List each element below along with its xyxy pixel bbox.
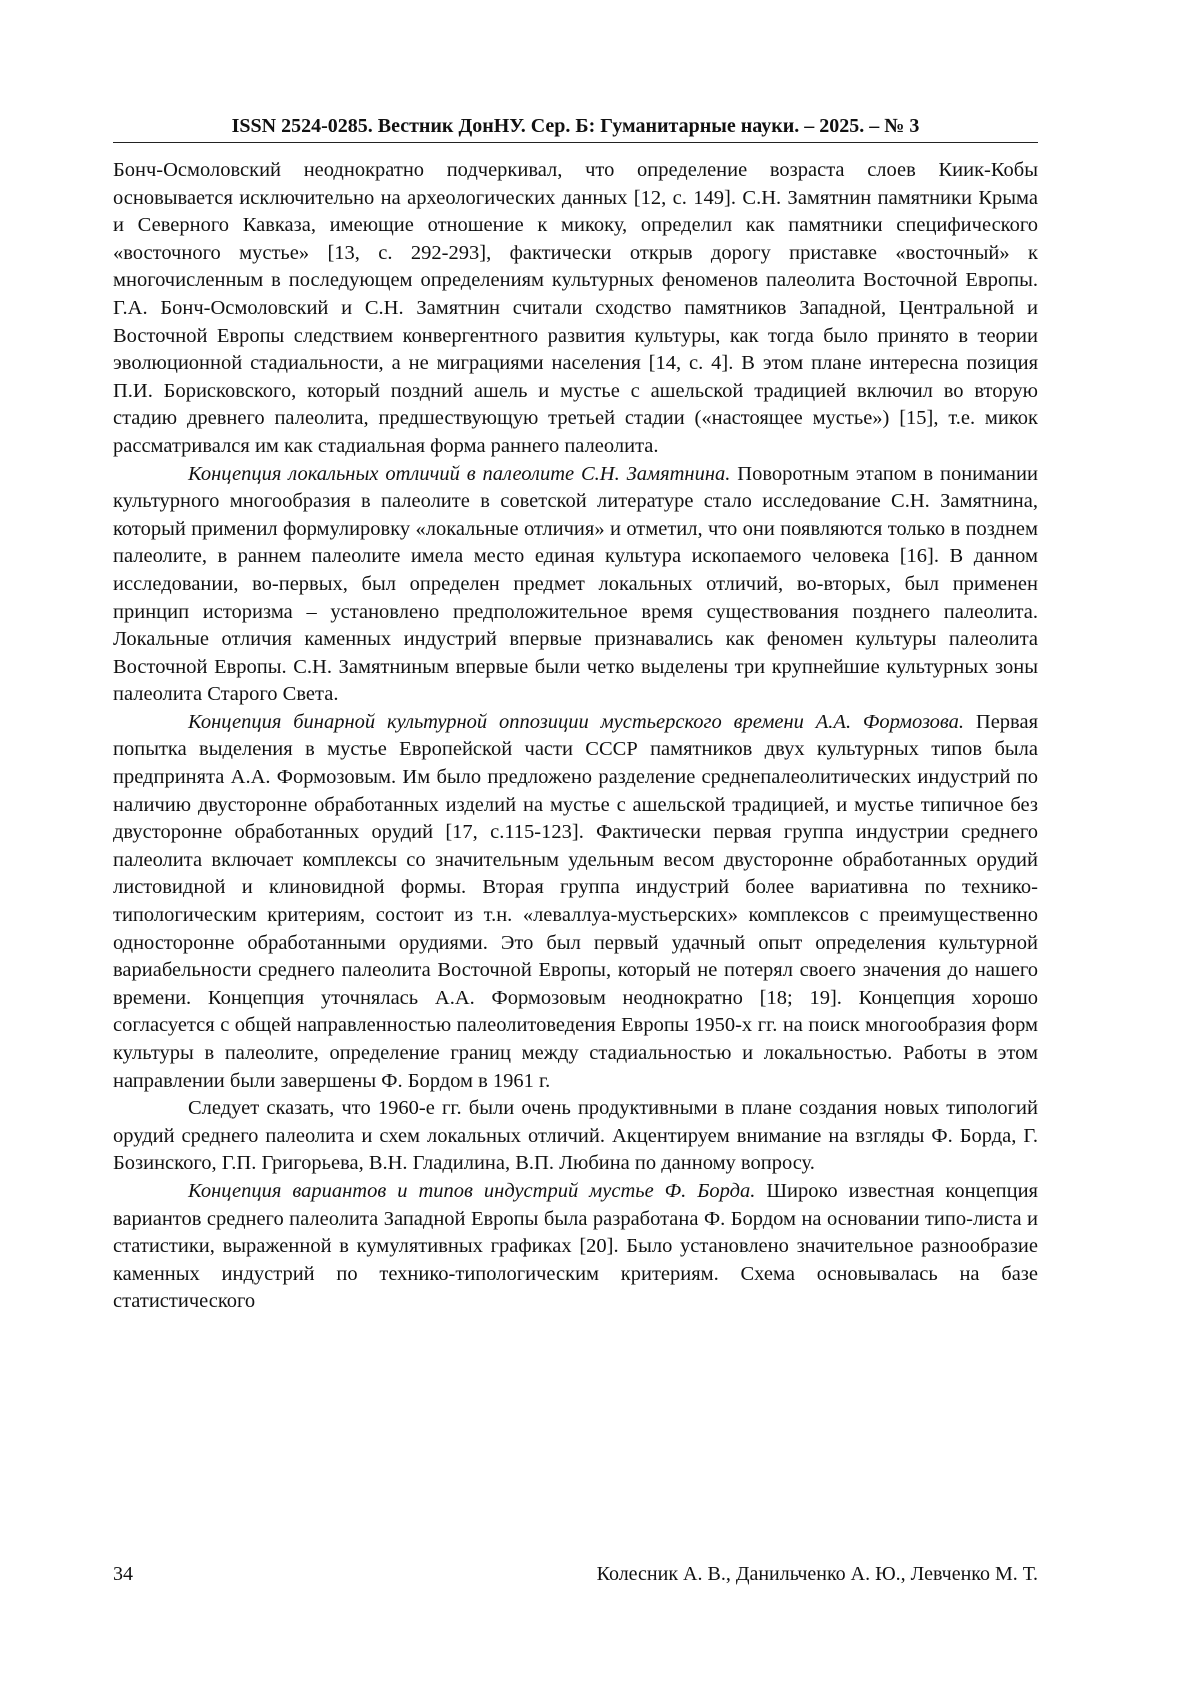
paragraph-4-text: Следует сказать, что 1960-е гг. были очень продуктивными в плане создания новых типологий орудий среднего палеолита и схем локальных отличий. Акцентируем внимание на взгляды Ф. Борда, Г. Бозинского, Г.П. Григорьева, В.Н. Гладилина, В.П. Любина по данному вопросу. <box>113 1097 1038 1175</box>
header-rule <box>113 142 1038 143</box>
running-header: ISSN 2524-0285. Вестник ДонНУ. Сер. Б: Гуманитарные науки. – 2025. – № 3 <box>231 115 920 137</box>
footer-authors: Колесник А. В., Данильченко А. Ю., Левченко М. Т. <box>596 1563 1038 1585</box>
page-number: 34 <box>113 1563 133 1585</box>
paragraph-5 <box>113 1178 1038 1316</box>
paragraph-4 <box>113 1095 1038 1178</box>
section-heading-formozov: Концепция бинарной культурной оппозиции мустьерского времени А.А. Формозова. <box>188 710 965 733</box>
paragraph-1-text: Бонч-Осмоловский неоднократно подчеркивал, что определение возраста слоев Киик-Кобы основывается исключительно на археологических данных [12, с. 149]. С.Н. Замятнин памятники Крыма и Северного Кавказа, имеющие отношение к микоку, определил как памятники специфического «восточного мустье» [13, с. 292-293], фактически открыв дорогу приставке «восточный» к многочисленным в последующем определениям культурных феноменов палеолита Восточной Европы. Г.А. Бонч-Осмоловский и С.Н. Замятнин считали сходство памятников Западной, Центральной и Восточной Европы следствием конвергентного развития культуры, как тогда было принято в теории эволюционной стадиальности, а не миграциями населения [14, с. 4]. В этом плане интересна позиция П.И. Борисковского, который поздний ашель и мустье с ашельской традицией включил во вторую стадию древнего палеолита, предшествующую третьей стадии («настоящее мустье») [15], т.е. микок рассматривался им как стадиальная форма раннего палеолита. <box>113 159 1038 457</box>
paragraph-3 <box>113 709 1038 1095</box>
article-body <box>113 157 1038 1316</box>
paragraph-2 <box>113 461 1038 709</box>
paragraph-2-text: Поворотным этапом в понимании культурного многообразия в палеолите в советской литературе стало исследование С.Н. Замятнина, который применил формулировку «локальные отличия» и отметил, что они появляются только в позднем палеолите, в раннем палеолите имела место единая культура ископаемого человека [16]. В данном исследовании, во-первых, был определен предмет локальных отличий, во-вторых, был применен принцип историзма – установлено предположительное время существования позднего палеолита. Локальные отличия каменных индустрий впервые признавались как феномен культуры палеолита Восточной Европы. С.Н. Замятниным впервые были четко выделены три крупнейшие культурных зоны палеолита Старого Света. <box>113 462 1038 706</box>
paragraph-5-text: Широко известная концепция вариантов среднего палеолита Западной Европы была разработана Ф. Бордом на основании типо-листа и статистики, выраженной в кумулятивных графиках [20]. Было установлено значительное разнообразие каменных индустрий по технико-типологическим критериям. Схема основывалась на базе статистического <box>113 1179 1038 1313</box>
paragraph-3-text: Первая попытка выделения в мустье Европейской части СССР памятников двух культурных типов была предпринята А.А. Формозовым. Им было предложено разделение среднепалеолитических индустрий по наличию двусторонне обработанных изделий на мустье с ашельской традицией, и мустье типичное без двусторонне обработанных орудий [17, с.115-123]. Фактически первая группа индустрии среднего палеолита включает комплексы со значительным удельным весом двусторонне обработанных орудий листовидной и клиновидной формы. Вторая группа индустрий более вариативна по технико-типологическим критериям, состоит из т.н. «леваллуа-мустьерских» комплексов с преимущественно односторонне обработанными орудиями. Это был первый удачный опыт определения культурной вариабельности среднего палеолита Восточной Европы, который не потерял своего значения до нашего времени. Концепция уточнялась А.А. Формозовым неоднократно [18; 19]. Концепция хорошо согласуется с общей направленностью палеолитоведения Европы 1950-х гг. на поиск многообразия форм культуры в палеолите, определение границ между стадиальностью и локальностью. Работы в этом направлении были завершены Ф. Бордом в 1961 г. <box>113 710 1038 1092</box>
section-heading-bordes: Концепция вариантов и типов индустрий мустье Ф. Борда. <box>188 1179 756 1202</box>
section-heading-zamyatnin: Концепция локальных отличий в палеолите С.Н. Замятнина. <box>188 462 731 485</box>
paragraph-1 <box>113 157 1038 461</box>
